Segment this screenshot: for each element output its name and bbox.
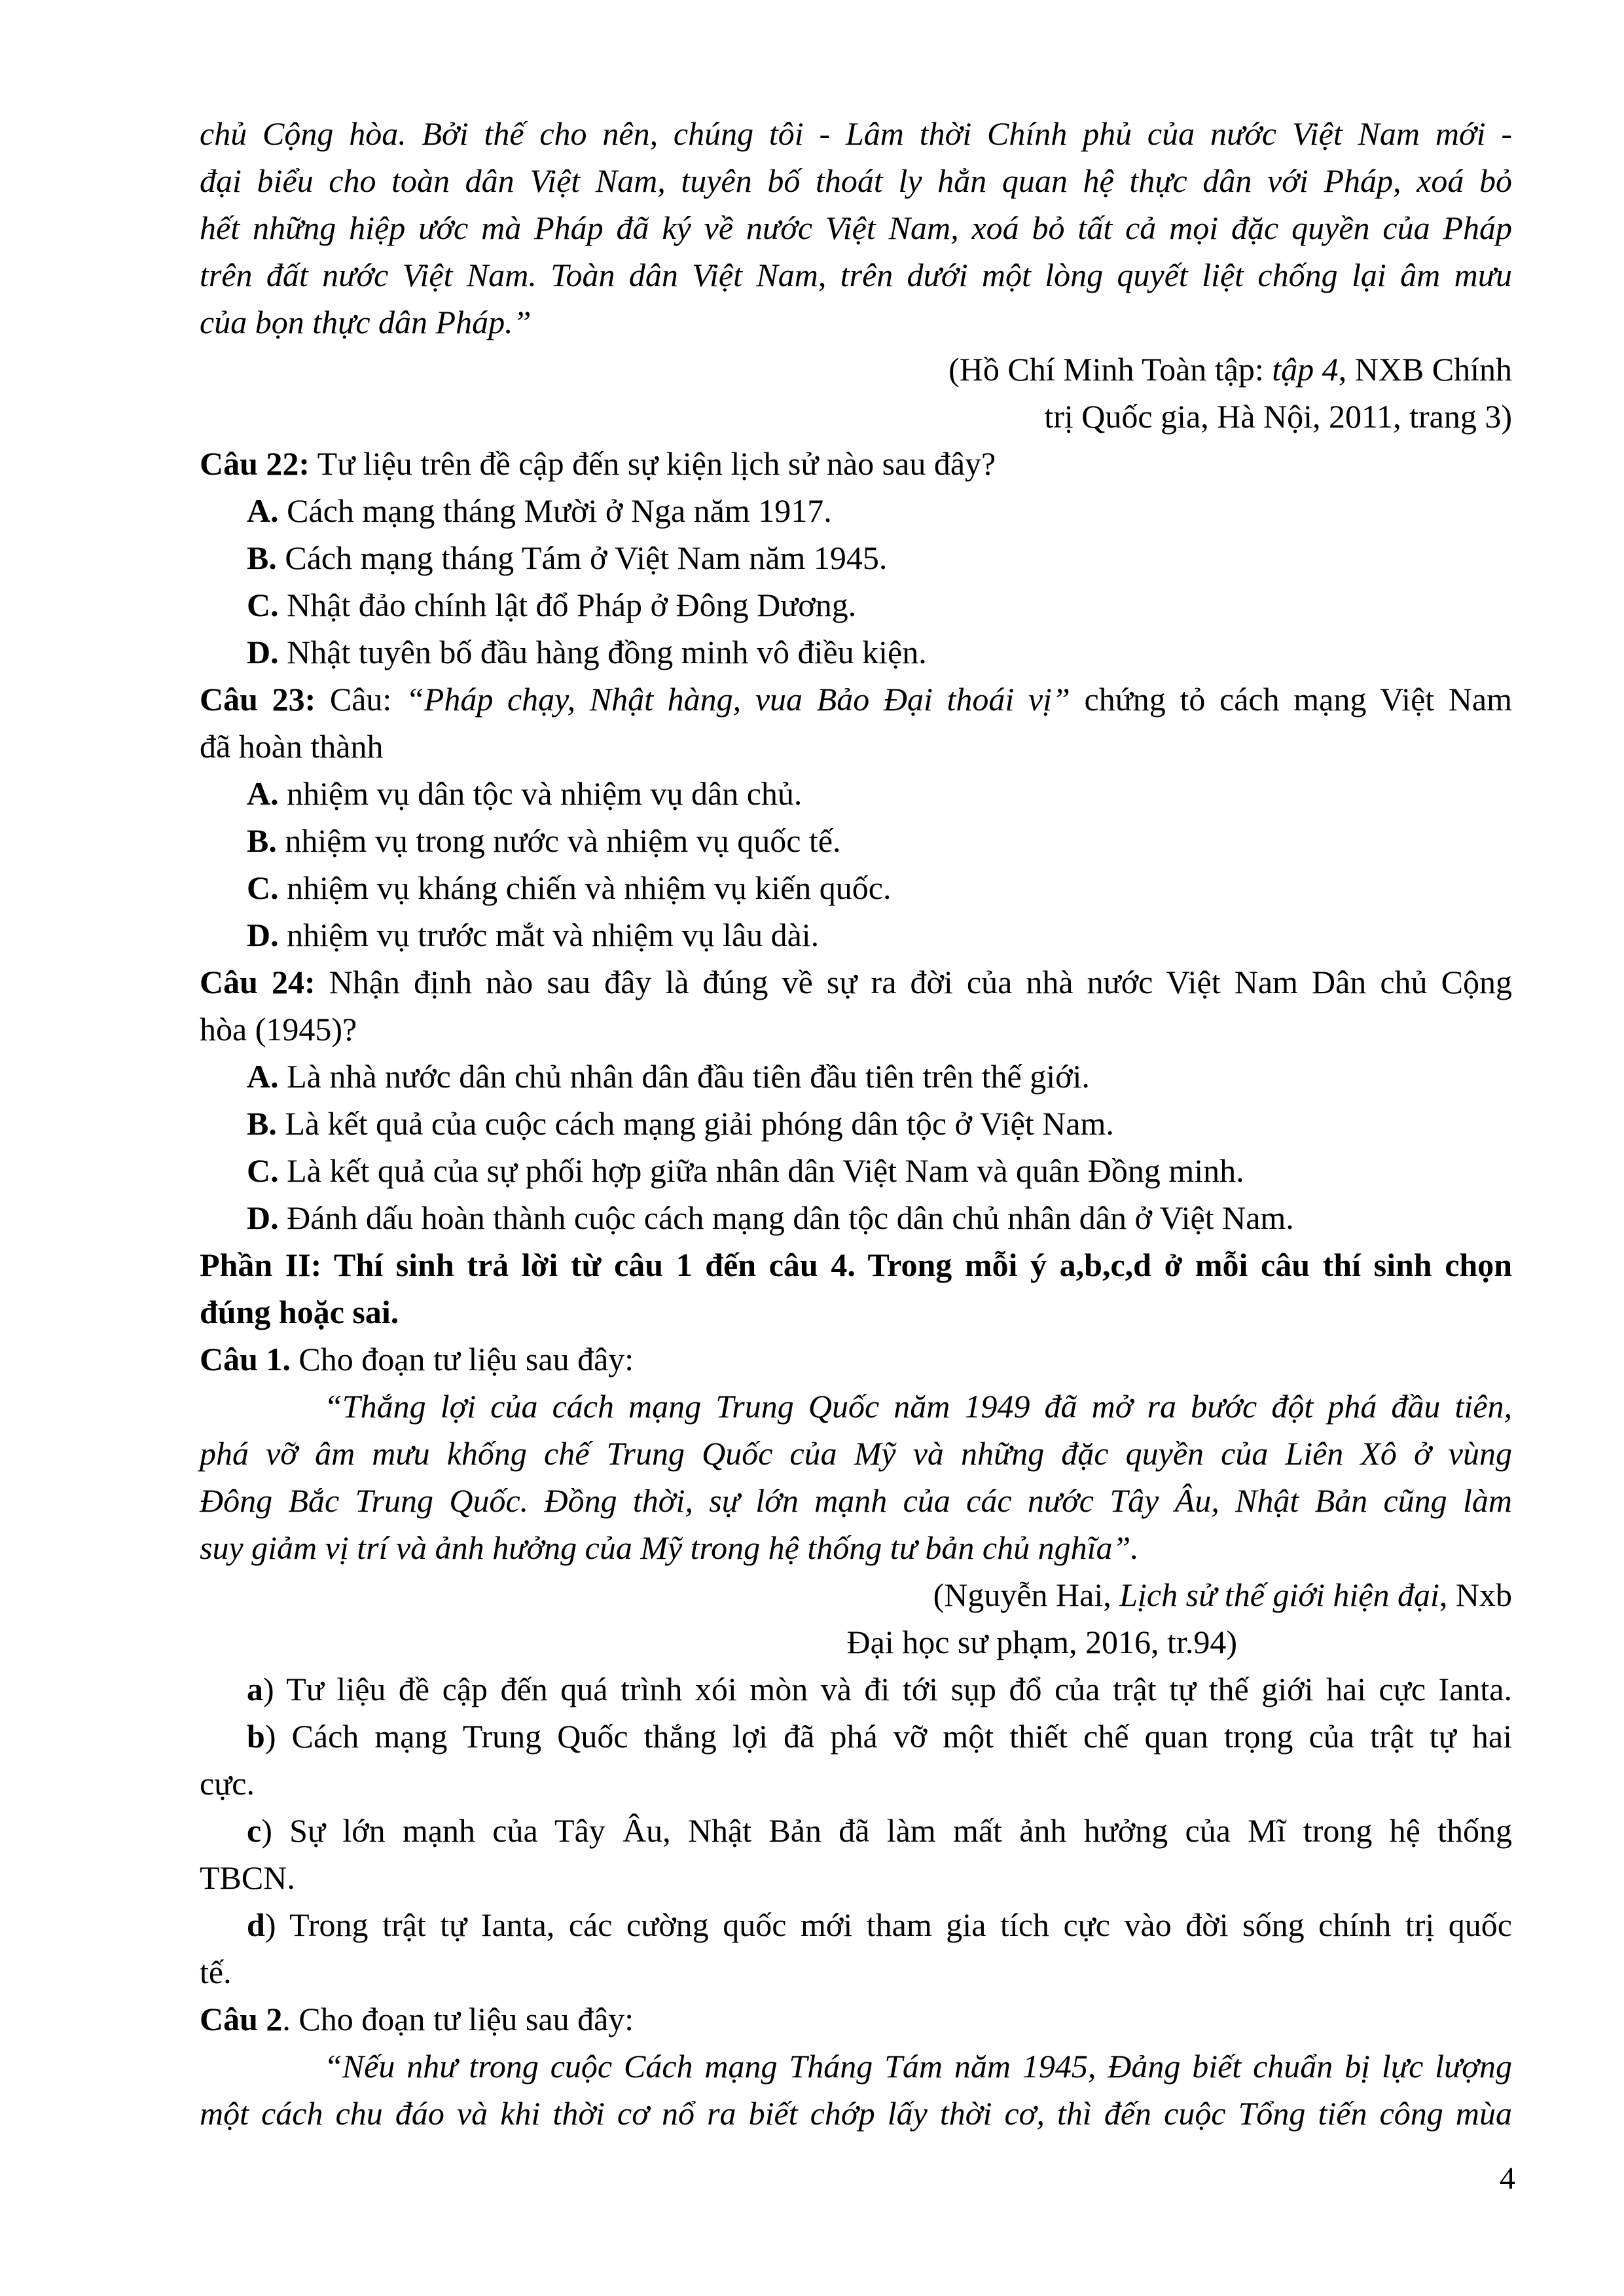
q1-item-b-line-1: b) Cách mạng Trung Quốc thắng lợi đã phá vỡ một thiết chế quan trọng của trật tự hai — [247, 1718, 1512, 1755]
part2-header-line-1: Phần II: Thí sinh trả lời từ câu 1 đến câu 4. Trong mỗi ý a,b,c,d ở mỗi câu thí sinh chọn — [200, 1247, 1512, 1283]
citation-hcm-line-2: trị Quốc gia, Hà Nội, 2011, trang 3) — [1044, 398, 1512, 435]
quote-cmt8-line-2: một cách chu đáo và khi thời cơ nổ ra biết chớp lấy thời cơ, thì đến cuộc Tổng tiến công mùa — [200, 2095, 1512, 2132]
q1-intro: Câu 1. Cho đoạn tư liệu sau đây: — [200, 1341, 634, 1377]
q22-option-b: B. Cách mạng tháng Tám ở Việt Nam năm 1945. — [247, 539, 888, 576]
q22-option-a: A. Cách mạng tháng Mười ở Nga năm 1917. — [247, 492, 832, 529]
q1-item-c-line-1: c) Sự lớn mạnh của Tây Âu, Nhật Bản đã làm mất ảnh hưởng của Mĩ trong hệ thống — [247, 1812, 1512, 1849]
q1-item-d-line-2: tế. — [200, 1954, 232, 1990]
q24-option-b: B. Là kết quả của cuộc cách mạng giải phóng dân tộc ở Việt Nam. — [247, 1105, 1114, 1142]
quote-china-line-3: Đông Bắc Trung Quốc. Đồng thời, sự lớn mạnh của các nước Tây Âu, Nhật Bản cũng làm — [200, 1482, 1512, 1519]
quote-china-line-2: phá vỡ âm mưu khống chế Trung Quốc của Mỹ và những đặc quyền của Liên Xô ở vùng — [200, 1435, 1512, 1472]
citation-hcm-line-1: (Hồ Chí Minh Toàn tập: tập 4, NXB Chính — [948, 351, 1512, 388]
quote-hcm-line-3: hết những hiệp ước mà Pháp đã ký về nước Việt Nam, xoá bỏ tất cả mọi đặc quyền của Pháp — [200, 210, 1512, 246]
q23-option-c: C. nhiệm vụ kháng chiến và nhiệm vụ kiến quốc. — [247, 869, 892, 906]
q24-option-a: A. Là nhà nước dân chủ nhân dân đầu tiên đầu tiên trên thế giới. — [247, 1058, 1090, 1095]
q22-stem: Câu 22: Tư liệu trên đề cập đến sự kiện lịch sử nào sau đây? — [200, 445, 996, 482]
document-body — [200, 110, 1512, 2137]
page-number: 4 — [1500, 2161, 1515, 2196]
q24-option-c: C. Là kết quả của sự phối hợp giữa nhân dân Việt Nam và quân Đồng minh. — [247, 1152, 1244, 1189]
quote-hcm-line-2: đại biểu cho toàn dân Việt Nam, tuyên bố thoát ly hẳn quan hệ thực dân với Pháp, xoá bỏ — [200, 162, 1512, 199]
citation-nguyen-hai-line-2: Đại học sư phạm, 2016, tr.94) — [846, 1624, 1237, 1660]
quote-cmt8-line-1: “Nếu như trong cuộc Cách mạng Tháng Tám năm 1945, Đảng biết chuẩn bị lực lượng — [324, 2048, 1512, 2085]
q1-item-d-line-1: d) Trong trật tự Ianta, các cường quốc mới tham gia tích cực vào đời sống chính trị quốc — [247, 1906, 1512, 1943]
part2-header-line-2: đúng hoặc sai. — [200, 1294, 399, 1330]
quote-hcm-line-5: của bọn thực dân Pháp.” — [200, 304, 532, 340]
q1-item-b-line-2: cực. — [200, 1765, 255, 1802]
q23-option-a: A. nhiệm vụ dân tộc và nhiệm vụ dân chủ. — [247, 775, 803, 812]
q23-option-b: B. nhiệm vụ trong nước và nhiệm vụ quốc tế. — [247, 822, 841, 859]
q24-stem-line-2: hòa (1945)? — [200, 1011, 357, 1048]
q23-stem-line-1: Câu 23: Câu: “Pháp chạy, Nhật hàng, vua Bảo Đại thoái vị” chứng tỏ cách mạng Việt Nam — [200, 681, 1513, 718]
q24-option-d: D. Đánh dấu hoàn thành cuộc cách mạng dân tộc dân chủ nhân dân ở Việt Nam. — [247, 1199, 1294, 1236]
quote-hcm-line-1: chủ Cộng hòa. Bởi thế cho nên, chúng tôi - Lâm thời Chính phủ của nước Việt Nam mới - — [200, 115, 1512, 152]
q22-option-c: C. Nhật đảo chính lật đổ Pháp ở Đông Dương. — [247, 587, 857, 623]
citation-nguyen-hai-line-1: (Nguyễn Hai, Lịch sử thế giới hiện đại, Nxb — [933, 1576, 1512, 1613]
q1-item-a: a) Tư liệu đề cập đến quá trình xói mòn và đi tới sụp đổ của trật tự thế giới hai cực Ianta. — [247, 1671, 1512, 1707]
q22-option-d: D. Nhật tuyên bố đầu hàng đồng minh vô điều kiện. — [247, 634, 927, 670]
q24-stem-line-1: Câu 24: Nhận định nào sau đây là đúng về sự ra đời của nhà nước Việt Nam Dân chủ Cộng — [200, 964, 1512, 1000]
quote-china-line-4: suy giảm vị trí và ảnh hưởng của Mỹ trong hệ thống tư bản chủ nghĩa”. — [200, 1529, 1139, 1566]
q2-intro: Câu 2. Cho đoạn tư liệu sau đây: — [200, 2001, 634, 2037]
quote-hcm-line-4: trên đất nước Việt Nam. Toàn dân Việt Nam, trên dưới một lòng quyết liệt chống lại âm mưu — [200, 257, 1512, 293]
q23-stem-line-2: đã hoàn thành — [200, 728, 384, 765]
q1-item-c-line-2: TBCN. — [200, 1859, 295, 1896]
q23-option-d: D. nhiệm vụ trước mắt và nhiệm vụ lâu dài. — [247, 917, 820, 953]
quote-china-line-1: “Thắng lợi của cách mạng Trung Quốc năm 1949 đã mở ra bước đột phá đầu tiên, — [324, 1388, 1512, 1425]
